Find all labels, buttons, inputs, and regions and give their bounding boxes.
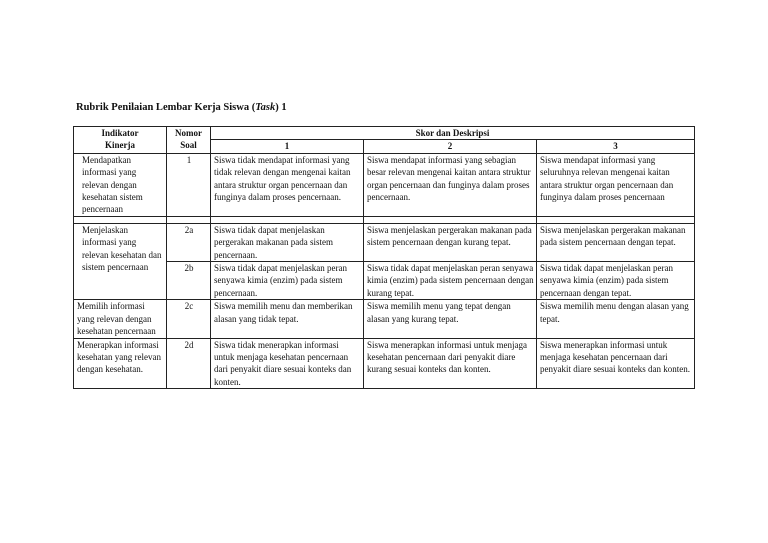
table-row: [74, 262, 695, 300]
table-row: [74, 338, 695, 389]
desc-score-2: Siswa menerapkan informasi untuk menjaga kesehatan pencernaan dari penyakit diare kurang sesuai konteks dan konten.: [364, 338, 537, 389]
desc-score-2: Siswa tidak dapat menjelaskan peran senyawa kimia (enzim) pada sistem pencernaan dengan kurang tepat.: [364, 262, 537, 300]
indikator-cell: Menjelaskan informasi yang relevan kesehatan dan sistem pencernaan: [74, 223, 167, 299]
header-score-1: 1: [211, 140, 364, 153]
indikator-cell: Memilih informasi yang relevan dengan kesehatan pencernaan: [74, 300, 167, 338]
desc-score-3: Siswa memilih menu dengan alasan yang tepat.: [537, 300, 695, 338]
rubric-table: [73, 126, 695, 389]
header-row-1: [74, 127, 695, 140]
indikator-cell: Mendapatkan informasi yang relevan dengan kesehatan sistem pencernaan: [74, 153, 167, 216]
header-indikator: Indikator Kinerja: [74, 127, 167, 154]
desc-score-2: Siswa memilih menu yang tepat dengan alasan yang kurang tepat.: [364, 300, 537, 338]
title-italic: Task: [255, 102, 276, 113]
desc-score-1: Siswa tidak mendapat informasi yang tidak relevan dengan mengenai kaitan antara struktur organ pencernaan dan funginya dalam proses pencernaan.: [211, 153, 364, 216]
desc-score-1: Siswa memilih menu dan memberikan alasan yang tidak tepat.: [211, 300, 364, 338]
desc-score-3: Siswa menerapkan informasi untuk menjaga kesehatan pencernaan dari penyakit diare sesuai konteks dan konten.: [537, 338, 695, 389]
table-row: [74, 153, 695, 216]
document-title: [76, 102, 287, 113]
desc-score-1: Siswa tidak dapat menjelaskan pergerakan makanan pada sistem pencernaan.: [211, 223, 364, 261]
nomor-cell: 1: [167, 153, 211, 216]
desc-score-3: Siswa tidak dapat menjelaskan peran senyawa kimia (enzim) pada sistem pencernaan dengan tepat.: [537, 262, 695, 300]
desc-score-2: Siswa mendapat informasi yang sebagian besar relevan mengenai kaitan antara struktur organ pencernaan dan funginya dalam proses pencernaan.: [364, 153, 537, 216]
table-row: [74, 300, 695, 338]
indikator-cell: Menerapkan informasi kesehatan yang relevan dengan kesehatan.: [74, 338, 167, 389]
title-suffix: ) 1: [275, 102, 287, 113]
header-score-3: 3: [537, 140, 695, 153]
table-row: [74, 223, 695, 261]
nomor-cell: 2d: [167, 338, 211, 389]
row-spacer: [74, 216, 695, 223]
nomor-cell: 2b: [167, 262, 211, 300]
title-prefix: Rubrik Penilaian Lembar Kerja Siswa (: [76, 102, 256, 113]
desc-score-2: Siswa menjelaskan pergerakan makanan pada sistem pencernaan dengan kurang tepat.: [364, 223, 537, 261]
nomor-cell: 2c: [167, 300, 211, 338]
desc-score-1: Siswa tidak dapat menjelaskan peran senyawa kimia (enzim) pada sistem pencernaan.: [211, 262, 364, 300]
desc-score-1: Siswa tidak menerapkan informasi untuk menjaga kesehatan pencernaan dari penyakit diare sesuai konteks dan konten.: [211, 338, 364, 389]
header-nomor: Nomor Soal: [167, 127, 211, 154]
desc-score-3: Siswa mendapat informasi yang seluruhnya relevan mengenai kaitan antara struktur organ pencernaan dan funginya dalam proses pencernaan: [537, 153, 695, 216]
desc-score-3: Siswa menjelaskan pergerakan makanan pada sistem pencernaan dengan tepat.: [537, 223, 695, 261]
header-score-2: 2: [364, 140, 537, 153]
nomor-cell: 2a: [167, 223, 211, 261]
header-skor: Skor dan Deskripsi: [211, 127, 695, 140]
